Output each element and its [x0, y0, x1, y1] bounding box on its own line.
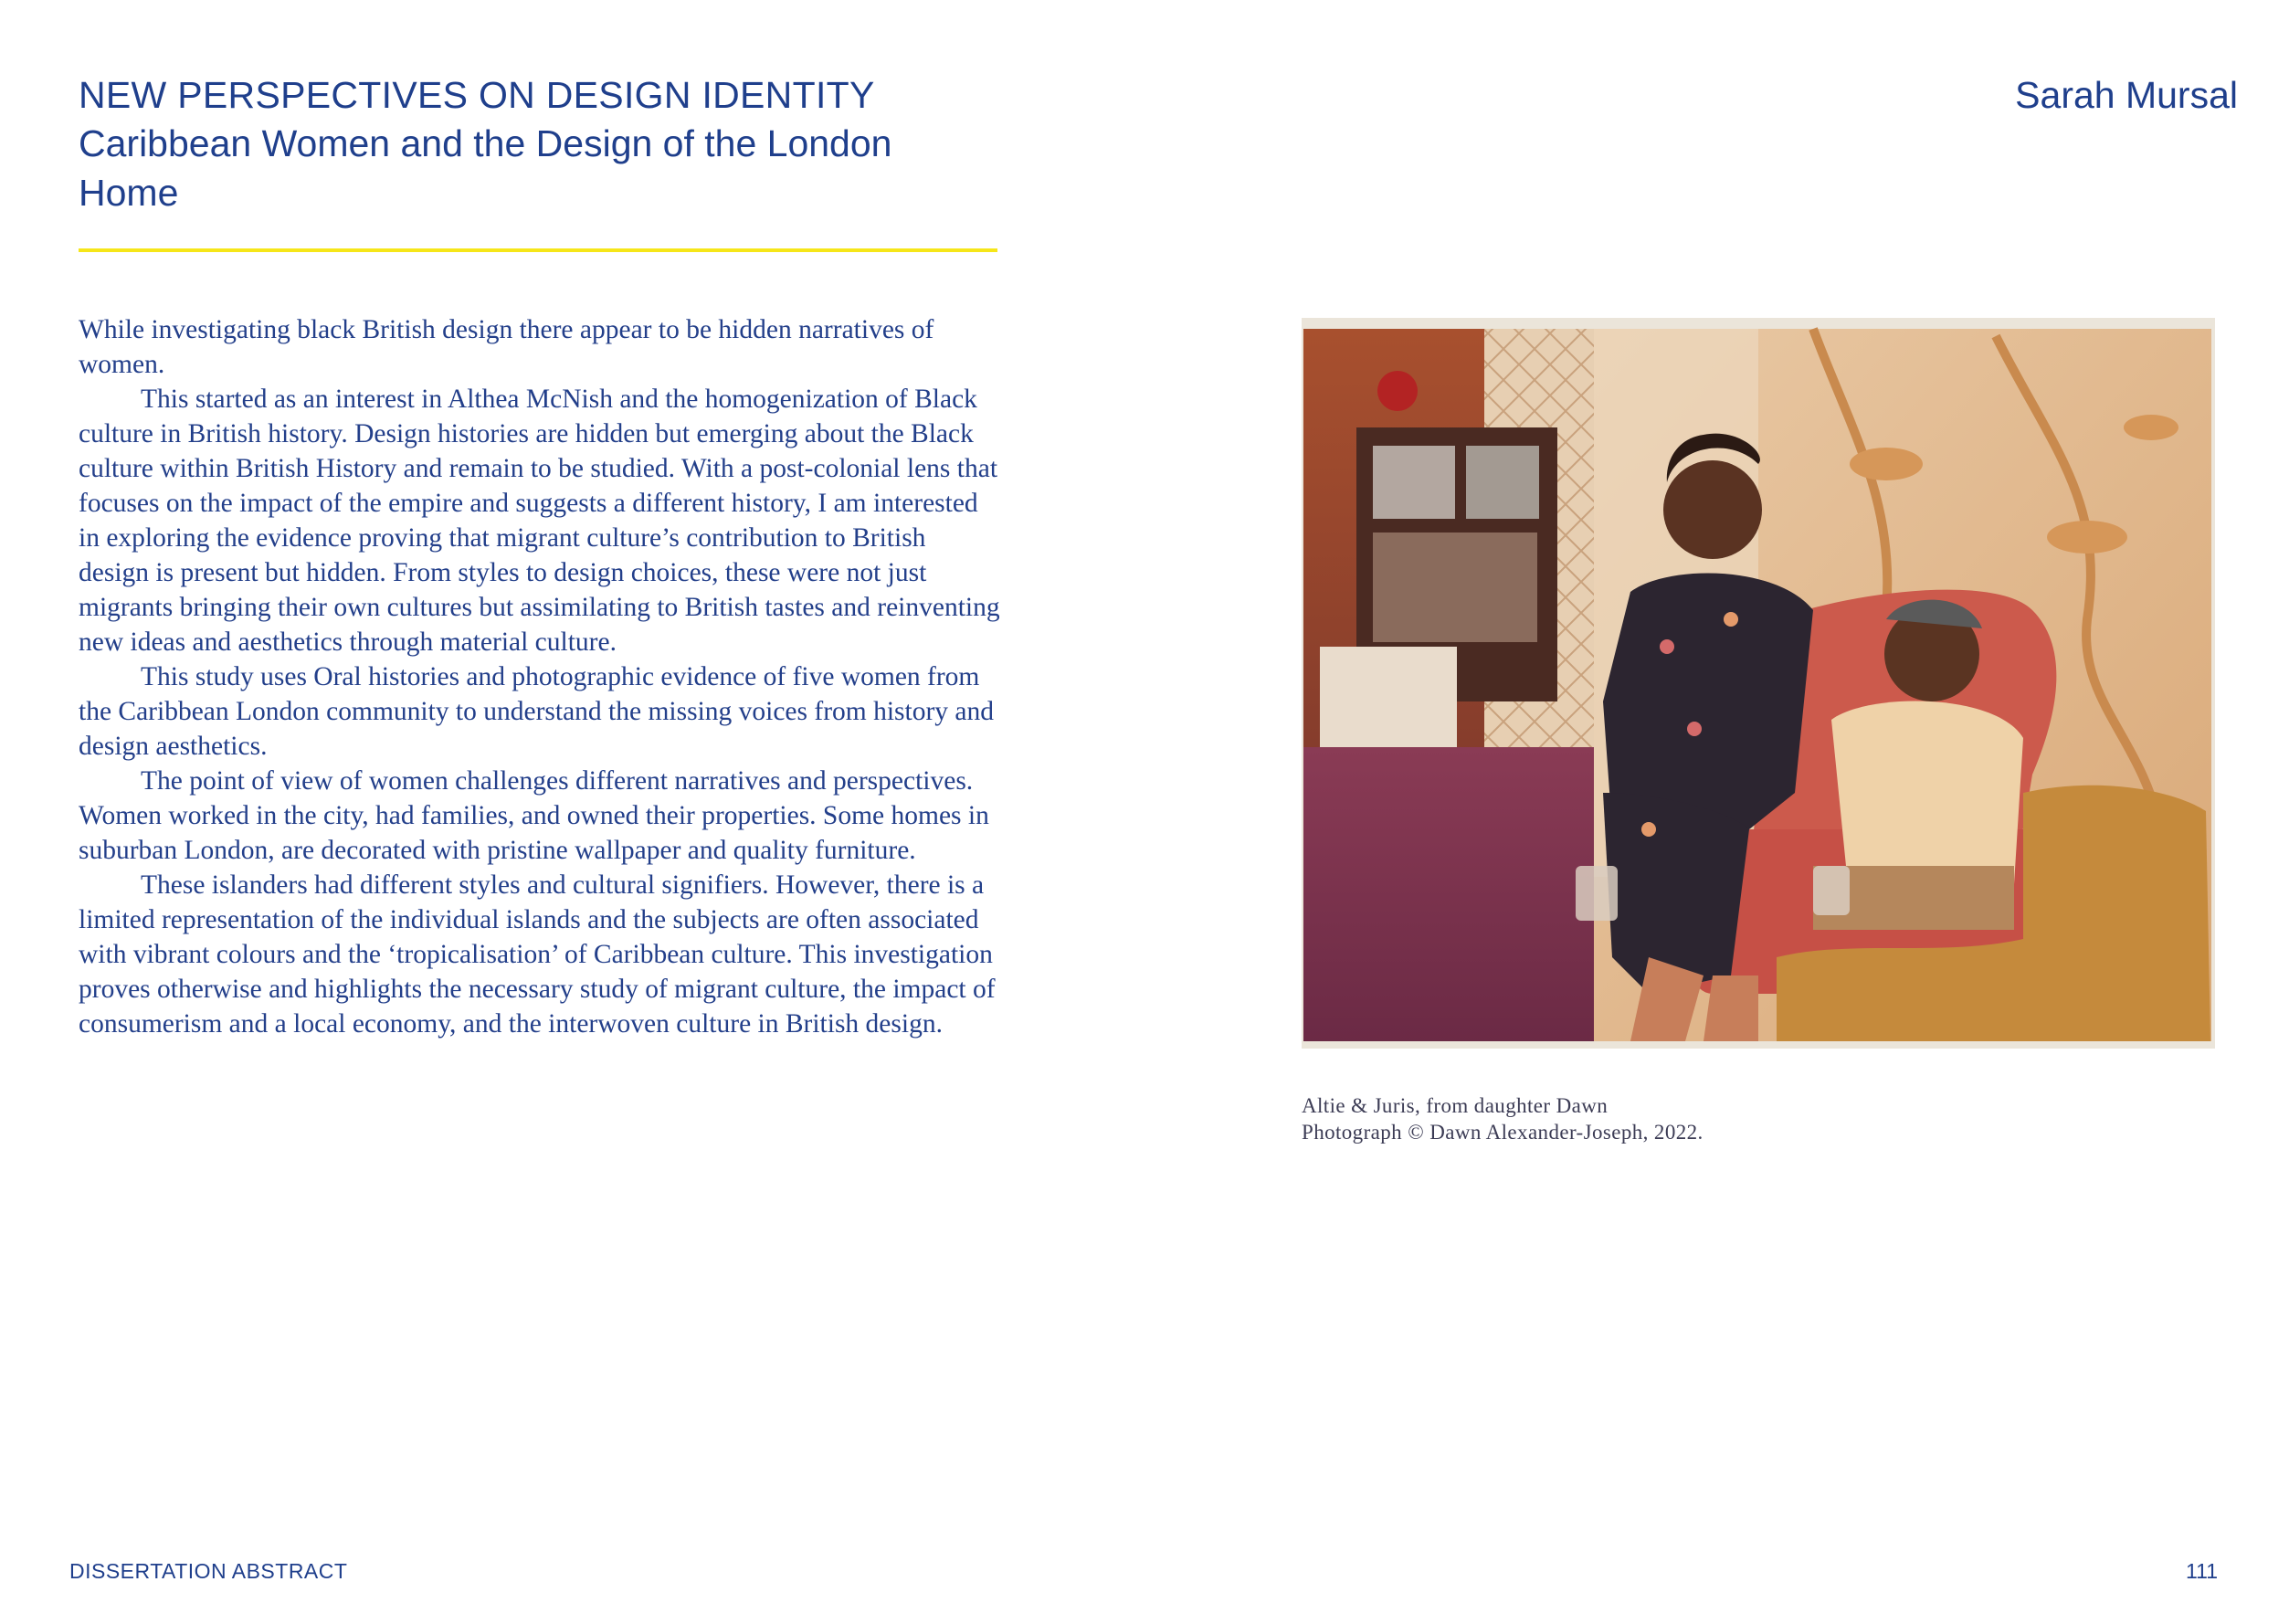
caption-line-2: Photograph © Dawn Alexander-Joseph, 2022.: [1302, 1121, 1704, 1144]
header: [79, 71, 992, 217]
author-name: Sarah Mursal: [2015, 74, 2238, 116]
footer-section-label: DISSERTATION ABSTRACT: [69, 1559, 348, 1583]
page-title: Caribbean Women and the Design of the London Home: [79, 122, 892, 214]
page-number: 111: [2186, 1559, 2218, 1583]
title-divider: [79, 248, 997, 252]
photograph: [1302, 318, 2215, 1049]
paragraph-5: These islanders had different styles and cultural signifiers. However, there is a limited representation of the individual islands and the subjects are often associated with vibrant colours and the ‘tropicalisation’ of Caribbean culture. This investigation proves otherwise and highlights the necessary study of migrant culture, the impact of consumerism and a local economy, and the interwoven culture in British design.: [79, 870, 996, 1039]
photo-caption: [1302, 1092, 2124, 1145]
paragraph-3: This study uses Oral histories and photographic evidence of five women from the Caribbean London community to understand the missing voices from history and design aesthetics.: [79, 662, 995, 761]
paragraph-1: While investigating black British design there appear to be hidden narratives of women.: [79, 315, 934, 379]
abstract-body: [79, 312, 1001, 1041]
paragraph-2: This started as an interest in Althea McNish and the homogenization of Black culture in British history. Design histories are hidden but emerging about the Black culture within British History and remain to be studied. With a post-colonial lens that focuses on the impact of the empire and suggests a different history, I am interested in exploring the evidence proving that migrant culture’s contribution to British design is present but hidden. From styles to design choices, these were not just migrants bringing their own cultures but assimilating to British tastes and reinventing new ideas and aesthetics through material culture.: [79, 385, 1000, 657]
caption-line-1: Altie & Juris, from daughter Dawn: [1302, 1094, 1609, 1117]
paragraph-4: The point of view of women challenges different narratives and perspectives. Women worked in the city, had families, and owned their properties. Some homes in suburban London, are decorated with pristine wallpaper and quality furniture.: [79, 766, 989, 865]
photograph-illustration: [1302, 318, 2215, 1049]
series-title: NEW PERSPECTIVES ON DESIGN IDENTITY: [79, 74, 875, 116]
